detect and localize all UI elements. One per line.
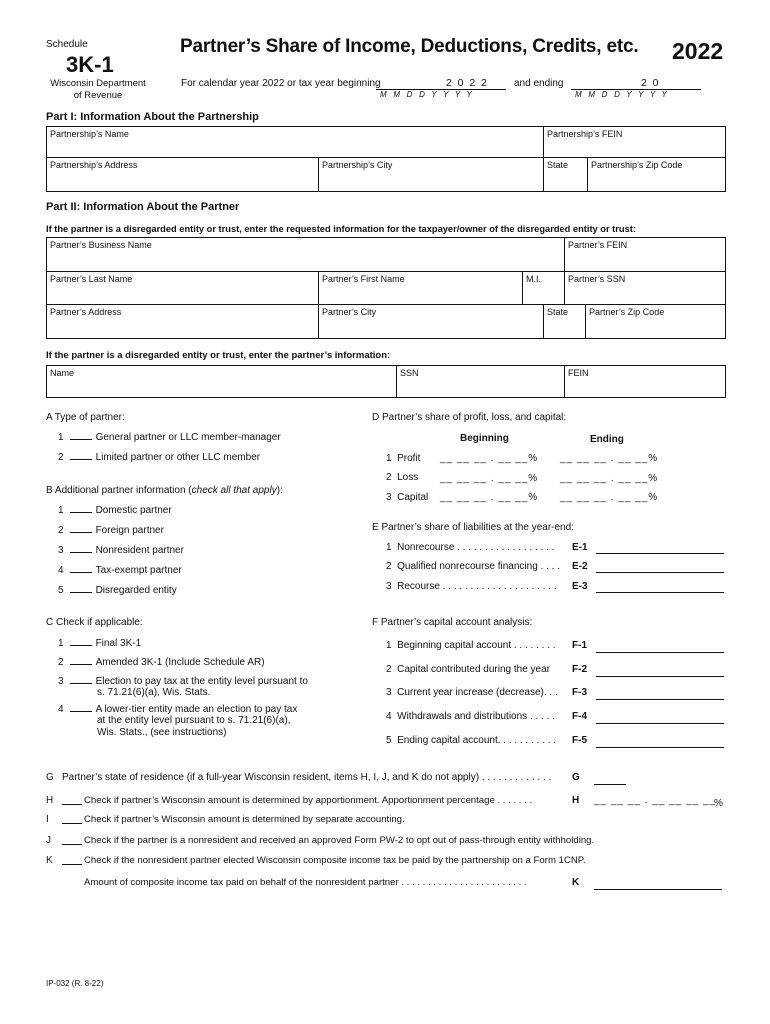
partner-state-field[interactable] — [544, 305, 586, 338]
item-number: 4 — [58, 704, 64, 715]
item-number: 3 — [386, 581, 392, 592]
k-checkbox[interactable] — [62, 856, 82, 865]
f1-amount-line[interactable] — [596, 652, 724, 653]
i-text: Check if partner’s Wisconsin amount is determined by separate accounting. — [84, 814, 405, 825]
partner-zip-field[interactable] — [586, 305, 725, 338]
item-label: Current year increase (decrease). . . — [397, 687, 558, 698]
f3-code: F-3 — [572, 687, 587, 698]
partner-last-name-field[interactable] — [47, 272, 319, 305]
e3-code: E-3 — [572, 581, 588, 592]
partner-city-label: Partner’s City — [322, 307, 377, 317]
k-code: K — [572, 877, 580, 888]
partner-ssn-label: Partner’s SSN — [568, 274, 626, 284]
e1-code: E-1 — [572, 542, 588, 553]
k-text: Check if the nonresident partner elected Wisconsin composite income tax be paid by the partnership on a Form 1CNP. — [84, 855, 586, 866]
col-ending: Ending — [590, 434, 624, 445]
apportionment-percentage[interactable]: __ __ __ . __ __ __ __ — [594, 795, 717, 806]
f1-code: F-1 — [572, 640, 587, 651]
f2-code: F-2 — [572, 664, 587, 675]
disregarded-owner-note: If the partner is a disregarded entity or trust, enter the requested information for the taxpayer/owner of the disregarded entity or trust: — [46, 224, 636, 234]
disregarded-fein-label: FEIN — [568, 368, 589, 378]
k-amount-text: Amount of composite income tax paid on behalf of the nonresident partner . . . . . . . . . . . . . . . . . . . . . . . . — [84, 877, 527, 888]
f5-label — [386, 735, 556, 746]
check-lower-tier-election-line3: Wis. Stats., (see instructions) — [97, 727, 227, 738]
item-number: 3 — [58, 676, 64, 687]
disregarded-name-field[interactable] — [47, 366, 397, 397]
h-code: H — [572, 795, 580, 806]
checkbox-blank[interactable] — [70, 637, 92, 646]
item-label: Capital — [397, 492, 429, 503]
item-label-line1: Election to pay tax at the entity level pursuant to — [95, 676, 308, 687]
item-label: Profit — [397, 453, 421, 464]
f5-amount-line[interactable] — [596, 747, 724, 748]
f3-amount-line[interactable] — [596, 699, 724, 700]
item-number: 2 — [58, 525, 64, 536]
partner-zip-label: Partner’s Zip Code — [589, 307, 665, 317]
partnership-fein-label: Partnership’s FEIN — [547, 129, 623, 139]
item-number: 4 — [58, 565, 64, 576]
check-lower-tier-election-line2: at the entity level pursuant to s. 71.21(6)(a), — [97, 715, 291, 726]
partner-mi-label: M.I. — [526, 274, 541, 284]
info-foreign-partner[interactable] — [58, 524, 164, 536]
item-number: 1 — [58, 638, 64, 649]
info-disregarded-entity[interactable] — [58, 584, 177, 596]
partnership-name-field[interactable] — [47, 127, 544, 158]
part1-title: Part I: Information About the Partnership — [46, 111, 259, 123]
profit-beginning-pct[interactable]: __ __ __ . __ __% — [440, 453, 539, 464]
f2-label — [386, 664, 550, 675]
check-final-3k1[interactable] — [58, 637, 141, 649]
partner-last-name-label: Partner’s Last Name — [50, 274, 133, 284]
info-domestic-partner[interactable] — [58, 504, 172, 516]
check-amended-3k1[interactable] — [58, 656, 265, 668]
partner-fein-label: Partner’s FEIN — [568, 240, 628, 250]
partnership-state-label: State — [547, 160, 569, 170]
section-b-title-italic: check all that apply — [191, 485, 277, 496]
tax-year: 2022 — [672, 38, 724, 64]
item-label: Qualified nonrecourse financing . . . . — [397, 561, 560, 572]
e2-amount-line[interactable] — [596, 572, 724, 573]
item-label: Capital contributed during the year — [397, 664, 550, 675]
item-label: Nonrecourse . . . . . . . . . . . . . . . . . . — [397, 542, 555, 553]
section-d-title: D Partner’s share of profit, loss, and capital: — [372, 412, 567, 423]
partnership-zip-field[interactable] — [588, 158, 725, 191]
e2-label — [386, 561, 560, 572]
section-b-title-post: ): — [276, 485, 283, 496]
k-letter: K — [46, 855, 53, 866]
h-letter: H — [46, 795, 54, 806]
item-number: 1 — [58, 505, 64, 516]
e1-amount-line[interactable] — [596, 553, 724, 554]
item-label: Limited partner or other LLC member — [95, 452, 261, 463]
schedule-label: Schedule — [46, 39, 88, 50]
end-year-digits: 2 0 — [641, 77, 659, 89]
section-f-title: F Partner’s capital account analysis: — [372, 617, 533, 628]
item-number: 2 — [386, 561, 392, 572]
section-b-title — [46, 485, 283, 496]
checkbox-blank[interactable] — [70, 544, 92, 553]
check-lower-tier-election[interactable] — [58, 703, 297, 715]
item-number: 1 — [386, 453, 392, 464]
f4-amount-line[interactable] — [596, 723, 724, 724]
info-nonresident-partner[interactable] — [58, 544, 184, 556]
begin-date-letters: M M D D Y Y Y Y — [380, 90, 472, 99]
partner-mi-field[interactable] — [523, 272, 565, 305]
begin-year-digits: 2 0 2 2 — [446, 77, 487, 89]
item-number: 3 — [386, 492, 392, 503]
e2-code: E-2 — [572, 561, 588, 572]
partner-fein-field[interactable] — [565, 238, 725, 272]
partnership-name-label: Partnership’s Name — [50, 129, 129, 139]
partner-first-name-label: Partner’s First Name — [322, 274, 405, 284]
item-number: 2 — [386, 472, 392, 483]
page-title: Partner’s Share of Income, Deductions, Credits, etc. — [180, 36, 639, 57]
item-number: 4 — [386, 711, 392, 722]
item-label: Withdrawals and distributions . . . . . — [397, 711, 555, 722]
disregarded-fein-field[interactable] — [565, 366, 725, 397]
partner-first-name-field[interactable] — [319, 272, 523, 305]
check-entity-level-election[interactable] — [58, 675, 308, 687]
g-text: Partner’s state of residence (if a full-year Wisconsin resident, items H, I, J, and K do not apply) . . . . . . . . . . . . . — [62, 772, 552, 783]
partner-city-field[interactable] — [319, 305, 544, 338]
item-label: Domestic partner — [95, 505, 172, 516]
item-label: Tax-exempt partner — [95, 565, 182, 576]
partnership-city-field[interactable] — [319, 158, 544, 191]
item-number: 2 — [58, 452, 64, 463]
state-of-residence-field[interactable] — [594, 784, 626, 785]
loss-beginning-pct[interactable]: __ __ __ . __ __% — [440, 473, 539, 484]
item-number: 2 — [58, 657, 64, 668]
partner-info-note: If the partner is a disregarded entity or trust, enter the partner’s information: — [46, 350, 391, 361]
partner-ssn-field[interactable] — [565, 272, 725, 305]
h-checkbox[interactable] — [62, 796, 82, 805]
composite-tax-amount-line[interactable] — [594, 889, 722, 890]
h-text: Check if partner’s Wisconsin amount is determined by apportionment. Apportionment percentage . . . . . . . — [84, 795, 533, 806]
i-letter: I — [46, 814, 49, 825]
check-entity-level-election-line2: s. 71.21(6)(a), Wis. Stats. — [97, 687, 211, 698]
item-label: Nonresident partner — [95, 545, 184, 556]
checkbox-blank[interactable] — [70, 504, 92, 513]
partnership-address-label: Partnership’s Address — [50, 160, 138, 170]
form-footer-code: IP-032 (R. 8-22) — [46, 979, 104, 988]
g-code: G — [572, 772, 580, 783]
type-general-partner[interactable] — [58, 431, 281, 443]
j-checkbox[interactable] — [62, 836, 82, 845]
item-label: Ending capital account. . . . . . . . . . . — [397, 735, 557, 746]
checkbox-blank[interactable] — [70, 431, 92, 440]
row-capital-label — [386, 492, 428, 503]
row-loss-label — [386, 472, 418, 483]
disregarded-ssn-label: SSN — [400, 368, 419, 378]
calendar-year-text: For calendar year 2022 or tax year beginning — [181, 78, 381, 89]
i-checkbox[interactable] — [62, 815, 82, 824]
type-limited-partner[interactable] — [58, 451, 260, 463]
item-label: Recourse . . . . . . . . . . . . . . . . . . . . . — [397, 581, 557, 592]
f4-code: F-4 — [572, 711, 587, 722]
checkbox-blank[interactable] — [70, 451, 92, 460]
item-number: 2 — [386, 664, 392, 675]
item-label: Disregarded entity — [95, 585, 177, 596]
partner-state-label: State — [547, 307, 569, 317]
f1-label — [386, 640, 556, 651]
partner-address-field[interactable] — [47, 305, 319, 338]
col-beginning: Beginning — [460, 433, 509, 444]
profit-ending-pct[interactable]: __ __ __ . __ __% — [560, 453, 659, 464]
and-ending-text: and ending — [514, 78, 564, 89]
checkbox-blank[interactable] — [70, 564, 92, 573]
section-c-title: C Check if applicable: — [46, 617, 143, 628]
info-tax-exempt-partner[interactable] — [58, 564, 182, 576]
h-percent-sign: % — [714, 798, 723, 809]
section-a-title: A Type of partner: — [46, 412, 125, 423]
item-number: 3 — [386, 687, 392, 698]
form-number: 3K-1 — [66, 52, 114, 77]
partner-address-label: Partner’s Address — [50, 307, 122, 317]
row-profit-label — [386, 453, 420, 464]
f4-label — [386, 711, 555, 722]
partnership-fein-field[interactable] — [544, 127, 725, 158]
item-label: Loss — [397, 472, 419, 483]
j-text: Check if the partner is a nonresident and received an approved Form PW-2 to opt out of pass-through entity withholding. — [84, 835, 595, 846]
section-e-title: E Partner’s share of liabilities at the year-end: — [372, 522, 574, 533]
department — [46, 78, 150, 102]
section-b-title-pre: B Additional partner information ( — [46, 485, 192, 496]
partnership-city-label: Partnership’s City — [322, 160, 393, 170]
f3-label — [386, 687, 558, 698]
capital-ending-pct[interactable]: __ __ __ . __ __% — [560, 492, 659, 503]
checkbox-blank[interactable] — [70, 656, 92, 665]
item-label: Final 3K-1 — [95, 638, 142, 649]
department-line-1: Wisconsin Department — [50, 78, 146, 89]
item-number: 1 — [386, 542, 392, 553]
capital-beginning-pct[interactable]: __ __ __ . __ __% — [440, 492, 539, 503]
end-date-letters: M M D D Y Y Y Y — [575, 90, 667, 99]
loss-ending-pct[interactable]: __ __ __ . __ __% — [560, 473, 659, 484]
partner-business-name-label: Partner’s Business Name — [50, 240, 152, 250]
partner-info-grid — [46, 365, 726, 398]
e3-amount-line[interactable] — [596, 592, 724, 593]
e3-label — [386, 581, 557, 592]
disregarded-name-label: Name — [50, 368, 75, 378]
item-label: Foreign partner — [95, 525, 164, 536]
part2-title: Part II: Information About the Partner — [46, 201, 240, 213]
j-letter: J — [46, 835, 51, 846]
item-label: Beginning capital account . . . . . . . . — [397, 640, 556, 651]
item-number: 1 — [58, 432, 64, 443]
department-line-2: of Revenue — [73, 90, 123, 101]
f2-amount-line[interactable] — [596, 676, 724, 677]
partnership-address-field[interactable] — [47, 158, 319, 191]
disregarded-ssn-field[interactable] — [397, 366, 565, 397]
partnership-zip-label: Partnership’s Zip Code — [591, 160, 683, 170]
checkbox-blank[interactable] — [70, 584, 92, 593]
item-number: 5 — [58, 585, 64, 596]
e1-label — [386, 542, 554, 553]
item-number: 5 — [386, 735, 392, 746]
checkbox-blank[interactable] — [70, 703, 92, 712]
item-number: 3 — [58, 545, 64, 556]
f5-code: F-5 — [572, 735, 587, 746]
part2-grid — [46, 237, 726, 339]
g-letter: G — [46, 772, 54, 783]
checkbox-blank[interactable] — [70, 675, 92, 684]
item-label: General partner or LLC member-manager — [95, 432, 281, 443]
partner-business-name-field[interactable] — [47, 238, 565, 272]
item-number: 1 — [386, 640, 392, 651]
checkbox-blank[interactable] — [70, 524, 92, 533]
partnership-state-field[interactable] — [544, 158, 588, 191]
part1-grid — [46, 126, 726, 192]
item-label-line1: A lower-tier entity made an election to pay tax — [95, 704, 298, 715]
item-label: Amended 3K-1 (Include Schedule AR) — [95, 657, 265, 668]
